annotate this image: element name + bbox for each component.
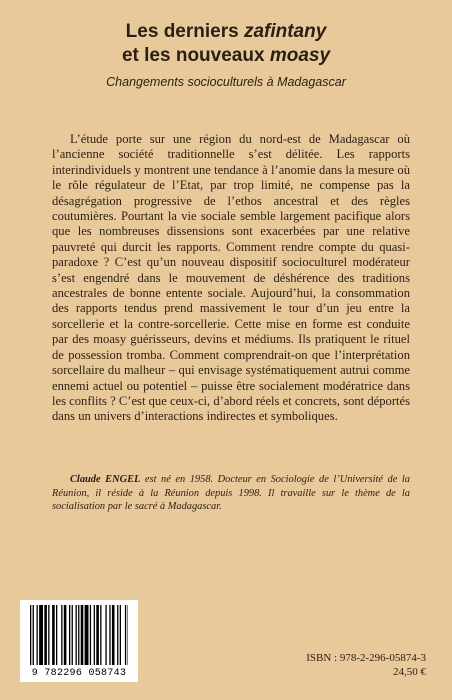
barcode-bar (109, 605, 110, 665)
barcode-bar (100, 605, 101, 665)
subtitle: Changements socioculturels à Madagascar (106, 75, 346, 89)
barcode-bar (96, 605, 99, 665)
barcode-bar (39, 605, 43, 665)
title-line-1-text: Les derniers (125, 21, 244, 42)
barcode-bar (76, 605, 77, 665)
isbn-price-block (306, 651, 426, 679)
barcode-bar (85, 605, 89, 665)
title-block (0, 20, 452, 89)
barcode-bar (69, 605, 70, 665)
barcode-bar (128, 605, 129, 665)
title-line-1 (0, 20, 452, 44)
barcode-bar (30, 605, 31, 665)
barcode-bar (61, 605, 62, 665)
title-emphasis-zafintany: zafintany (243, 21, 327, 42)
barcode-bar (105, 605, 106, 665)
author-bio-text: est né en 1958. Docteur en Sociologie de l’Université de la Réunion, il réside à la Réunion depuis 1998. Il travaille sur le thème de la socialisation par le sacré à Madagascar. (52, 474, 410, 513)
price: 24,50 € (393, 666, 426, 678)
barcode-digits: 9 782296 058743 (31, 668, 127, 679)
title-line-2 (0, 44, 452, 68)
barcode-bar (81, 605, 84, 665)
barcode-bar (125, 605, 126, 665)
barcode-bar (44, 605, 47, 665)
back-cover-summary: L’étude porte sur une région du nord-est de Madagascar où l’ancienne société traditionnelle s’est délitée. Les rapports interindividuels y montrent une tendance à l’anomie dans la mesure où le rôle régulateur de l’Etat, par trop limité, ne compense pas la désagrégation progressive de l’ethos ancestral et des règles coutumières. Pourtant la vie sociale semble largement pacifique alors que les nombreuses dissensions sont exacerbées par une relative pauvreté qui durcit les rapports. Comment rendre compte du quasi-paradoxe ? C’est qu’un nouveau dispositif socioculturel modérateur s’est engendré dans le mouvement de déshérence des traditions ancestrales de bonne entente sociale. Aujourd’hui, la consommation des rapports tendus prend massivement le tour d’un jeu entre la sorcellerie et la contre-sorcellerie. Cette mise en forme est conduite par des moasy guérisseurs, devins et médiums. Ils pratiquent le rituel de possession tromba. Comment comprendrait-on que l’interprétation sorcellaire du malheur – qui envisage systématiquement autrui comme ennemi actuel ou potentiel – puisse être socialement modératrice dans les conflits ? C’est que ceux-ci, d’abord réels et concrets, sont déportés dans un univers d’interactions indirectes et symboliques. (52, 132, 410, 424)
barcode-bar (52, 605, 55, 665)
title-line-2-text: et les nouveaux (121, 45, 270, 66)
isbn: ISBN : 978-2-296-05874-3 (306, 652, 426, 664)
barcode-bar (72, 605, 73, 665)
barcode-bar (64, 605, 67, 665)
author-bio (52, 473, 410, 514)
barcode-bar (120, 605, 121, 665)
barcode-bar (94, 605, 95, 665)
barcode-bars (30, 605, 128, 665)
author-name: Claude ENGEL (70, 474, 141, 485)
barcode-bar (56, 605, 57, 665)
barcode-bar (90, 605, 91, 665)
barcode-bar (112, 605, 115, 665)
barcode-bar (37, 605, 38, 665)
barcode-bar (33, 605, 34, 665)
barcode (20, 600, 138, 682)
barcode-bar (78, 605, 79, 665)
barcode-bar (117, 605, 118, 665)
barcode-bar (48, 605, 49, 665)
title-emphasis-moasy: moasy (269, 45, 331, 66)
